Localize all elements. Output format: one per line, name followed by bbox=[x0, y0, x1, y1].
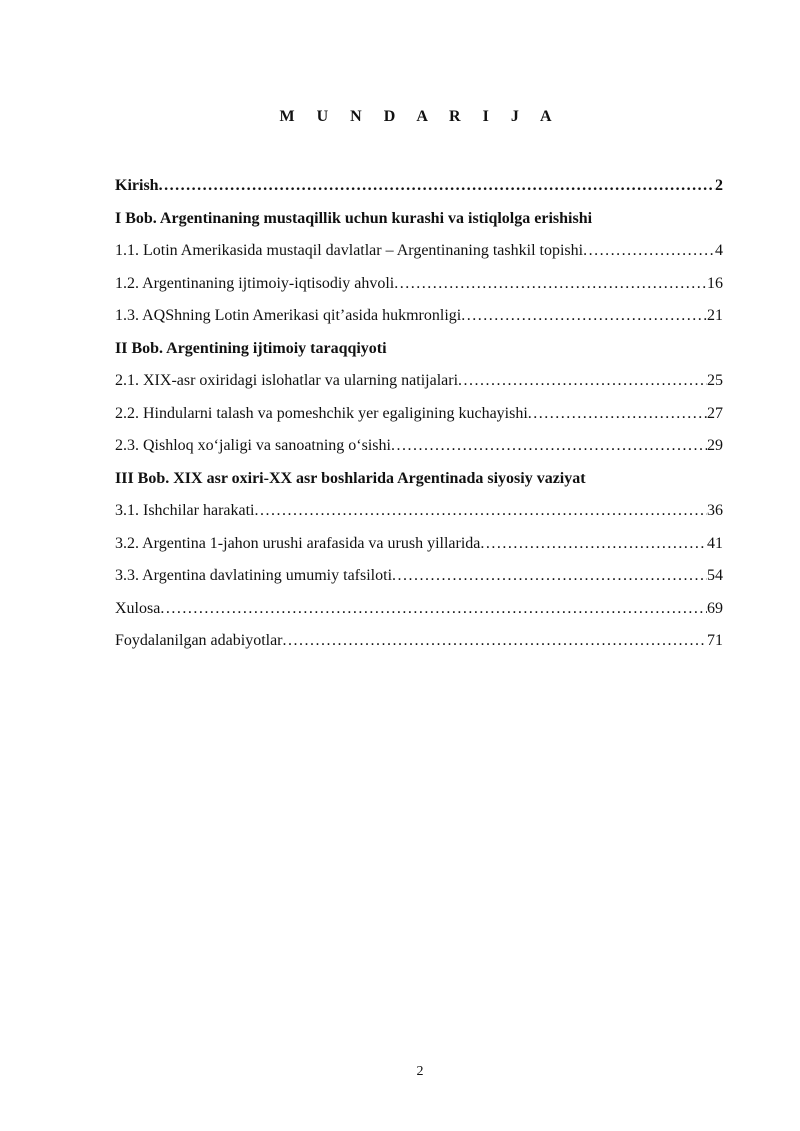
toc-entry-page: 16 bbox=[707, 274, 723, 292]
toc-entry-page: 69 bbox=[707, 599, 723, 617]
toc-entry-title: 1.3. AQShning Lotin Amerikasi qit’asida hukmronligi bbox=[115, 307, 462, 324]
toc-leader-dots bbox=[160, 593, 707, 626]
toc-leader-dots bbox=[528, 398, 707, 431]
toc-entry bbox=[115, 300, 723, 333]
table-of-contents bbox=[115, 170, 723, 658]
toc-entry bbox=[115, 593, 723, 626]
toc-entry-page: 25 bbox=[707, 372, 723, 389]
toc-entry-title: 2.2. Hindularni talash va pomeshchik yer egaligining kuchayishi bbox=[115, 404, 528, 422]
toc-entry-page: 41 bbox=[707, 534, 723, 552]
toc-entry bbox=[115, 365, 723, 398]
toc-leader-dots bbox=[255, 495, 708, 528]
toc-entry-page: 2 bbox=[715, 177, 723, 194]
page-number: 2 bbox=[416, 1064, 424, 1079]
toc-entry bbox=[115, 560, 723, 593]
toc-entry-title: 3.1. Ishchilar harakati bbox=[115, 502, 255, 519]
toc-leader-dots bbox=[159, 170, 715, 203]
toc-entry-title: Xulosa bbox=[115, 599, 161, 617]
toc-entry bbox=[115, 235, 723, 268]
toc-entry bbox=[115, 625, 723, 658]
toc-chapter-heading bbox=[115, 463, 723, 496]
toc-leader-dots bbox=[394, 268, 707, 301]
toc-leader-dots bbox=[392, 560, 707, 593]
toc-entry-title: 3.3. Argentina davlatining umumiy tafsiloti bbox=[115, 567, 393, 584]
toc-entry-page: 4 bbox=[715, 242, 723, 259]
toc-entry-title: I Bob. Argentinaning mustaqillik uchun kurashi va istiqlolga erishishi bbox=[115, 209, 593, 227]
toc-entry bbox=[115, 495, 723, 528]
toc-entry-page: 29 bbox=[707, 437, 723, 454]
toc-chapter-heading bbox=[115, 203, 723, 236]
toc-leader-dots bbox=[583, 235, 715, 268]
toc-entry bbox=[115, 528, 723, 561]
toc-entry-title: II Bob. Argentining ijtimoiy taraqqiyoti bbox=[115, 339, 387, 357]
toc-entry-title: III Bob. XIX asr oxiri-XX asr boshlarida Argentinada siyosiy vaziyat bbox=[115, 469, 586, 487]
toc-leader-dots bbox=[391, 430, 707, 463]
toc-entry-title: 2.3. Qishloq xo‘jaligi va sanoatning o‘sishi bbox=[115, 437, 391, 454]
toc-entry-title: 3.2. Argentina 1-jahon urushi arafasida va urush yillarida bbox=[115, 534, 481, 552]
toc-entry-title: 1.2. Argentinaning ijtimoiy-iqtisodiy ahvoli bbox=[115, 274, 395, 292]
toc-leader-dots bbox=[480, 528, 707, 561]
toc-entry-title: 1.1. Lotin Amerikasida mustaqil davlatlar – Argentinaning tashkil topishi bbox=[115, 242, 584, 259]
toc-entry-page: 36 bbox=[707, 502, 723, 519]
toc-entry bbox=[115, 430, 723, 463]
toc-leader-dots bbox=[283, 625, 707, 658]
toc-leader-dots bbox=[461, 300, 707, 333]
toc-entry-page: 71 bbox=[707, 632, 723, 649]
toc-entry bbox=[115, 170, 723, 203]
page-title: M U N D A R I J A bbox=[279, 108, 561, 125]
toc-entry-page: 54 bbox=[707, 567, 723, 584]
toc-entry bbox=[115, 268, 723, 301]
toc-entry-page: 27 bbox=[707, 404, 723, 422]
toc-entry bbox=[115, 398, 723, 431]
toc-leader-dots bbox=[458, 365, 707, 398]
toc-entry-title: Kirish bbox=[115, 177, 159, 194]
toc-entry-page: 21 bbox=[707, 307, 723, 324]
toc-entry-title: Foydalanilgan adabiyotlar bbox=[115, 632, 283, 649]
toc-chapter-heading bbox=[115, 333, 723, 366]
toc-entry-title: 2.1. XIX-asr oxiridagi islohatlar va ularning natijalari bbox=[115, 372, 459, 389]
